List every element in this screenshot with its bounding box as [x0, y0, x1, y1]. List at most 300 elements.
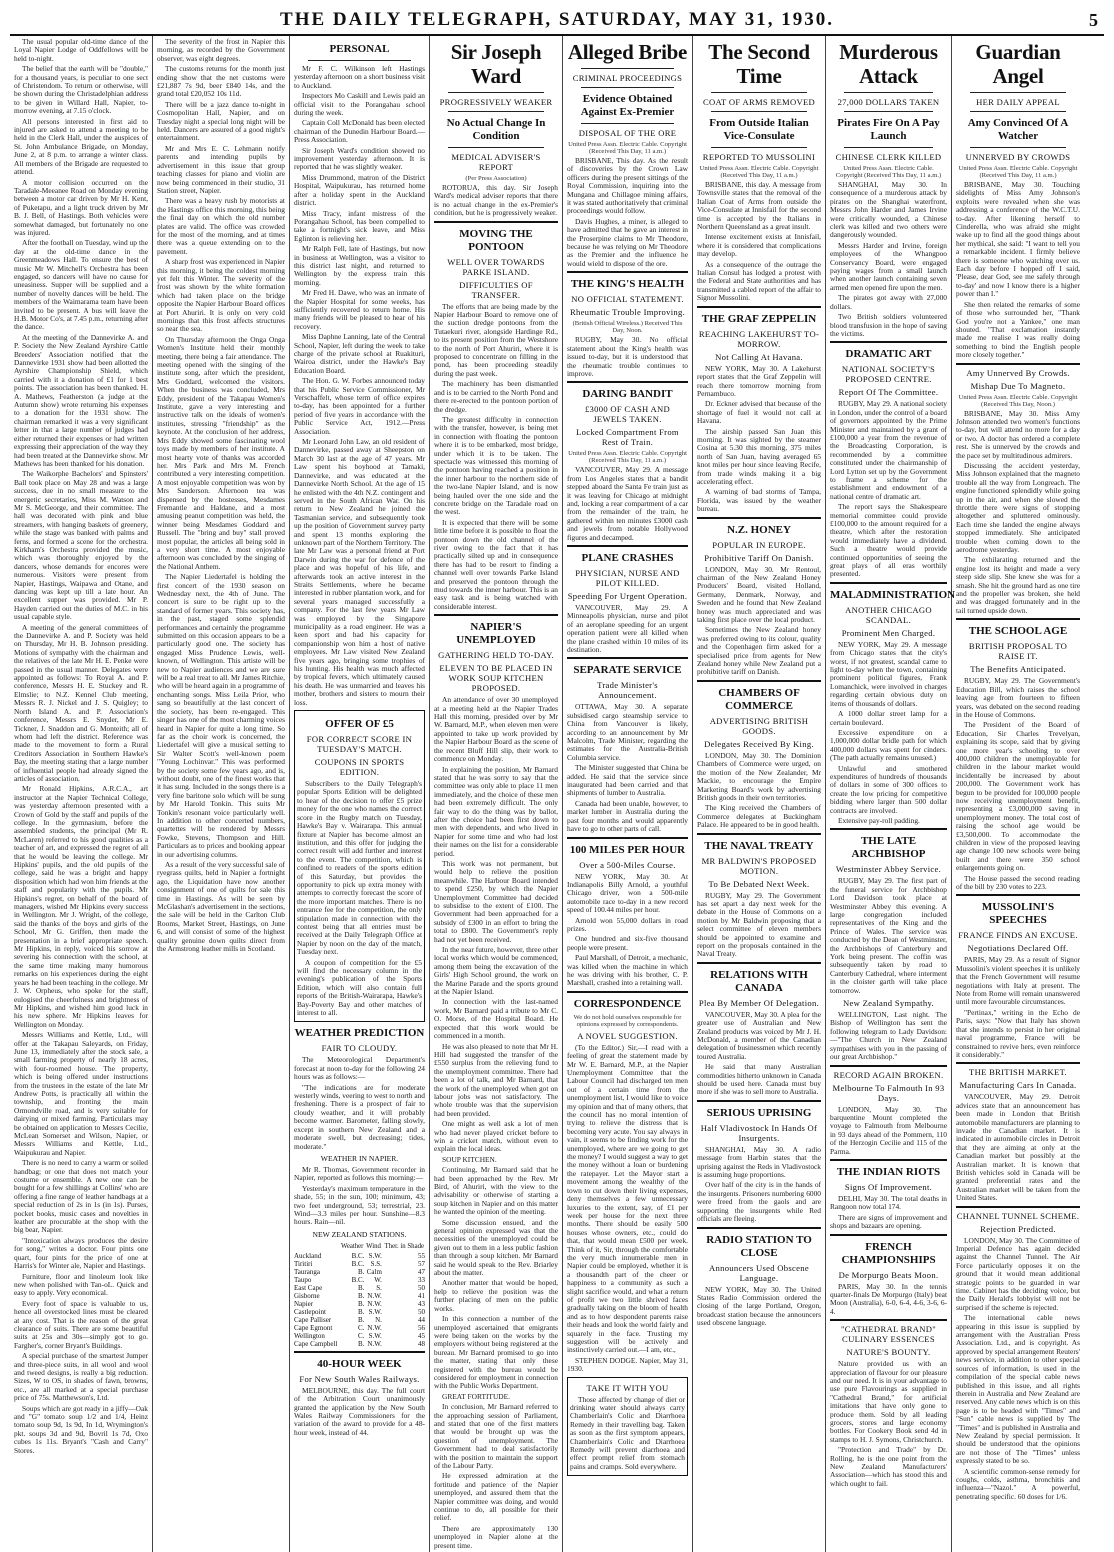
station-cell: B.C. — [351, 1275, 365, 1284]
paragraph: Mr F. C. Wilkinson left Hastings yesterday afternoon on a short business visit to Auckland. — [294, 64, 425, 90]
col8-credit: United Press Assn. Electric Cable. Copyright (Received This Day, 11 a.m.) — [958, 165, 1078, 179]
column-6 — [693, 36, 826, 1552]
paragraph: Paul Marshall, of Detroit, a mechanic, was killed when the machine in which he was driving with his brother, C. P. Marshall, crashed into a retaining wall. — [567, 953, 688, 988]
station-cell: W. — [374, 1275, 382, 1284]
paragraph: The customs returns for the month just ending show that the net customs were £21,887 7s 9d, beer £840 14s, and the grand total £20,052 10s 11d. — [157, 64, 285, 99]
station-row — [294, 1268, 425, 1276]
paragraph: Two British soldiers volunteered blood transfusion in the hope of saving the victims. — [830, 312, 947, 338]
station-row — [294, 1332, 425, 1340]
paragraph: NEW YORK, May 29. A message from Chicago states that the city's worst, if not greatest, scandal came to light to-day when the town, containing prominent political figures, Frank Lomanchick, were involved in charges regarding certain obvious duty on items of thousands of dollars. — [830, 639, 947, 708]
paragraph: An attendance of over 30 unemployed at a meeting held at the Napier Trades Hall this morning, presided over by Mr W. Barnard, M.P., when eleven men were appointed to take up work provided by the Napier Harbour Board as the scene of the recent Bluff Hill slip, their work to commence on Monday. — [434, 695, 558, 764]
station-cell: 56 — [418, 1323, 425, 1332]
station-cell: Tauranga — [294, 1267, 320, 1276]
paragraph: RUGBY, May 29. The first part of the funeral service for Archbishop Lord Davidson took place at Westminster Abbey this evening. A large congregation included representatives of the King and the Prince of Wales. The service was conducted by the Dean of Westminster, the Archbishops of Canterbury and York being present. The coffin was subsequently taken by road to Canterbury Cathedral, where interment in the cloister garth will take place tomorrow. — [830, 876, 947, 995]
station-cell: C. — [358, 1331, 365, 1340]
station-row — [294, 1316, 425, 1324]
paragraph: A motor collision occurred on the Taradale-Meeanee Road on Monday evening between a motor car driven by Mr H. Kent, of Puketapu, and a light truck driven by Mr B. J. Bell, of Hastings. Both vehicles were somewhat damaged, but fortunately no one was injured. — [14, 177, 148, 237]
station-cell: 57 — [418, 1259, 425, 1268]
paragraph: Mr Ralph Fell, late of Hastings, but now in business at Wellington, was a visitor to this district last night, and returned to Wellington by the express train this morning. — [294, 244, 425, 287]
paragraph: Subscribers to the Daily Telegraph's popular Sports Edition will be delighted to hear of the decision to offer £5 prize money for the one who names the correct score in the Rugby match on Tuesday, Hawke's Bay v. Wairarapa. This annual fixture at Napier has become almost an institution, and this offer for judging the correct result will add further and interest to the event. The competition, which is confined to readers of the sports edition of this Saturday, but provides the opportunity to pick up extra money with attempts to correctly forecast the score of the more important matches. There is no entrance fee for the competition, the only stipulation made in connection with the contest being that all entries must be received at the Daily Telegraph Office at Napier by noon on the day of the match, Tuesday next. — [297, 779, 422, 957]
zeppelin-header: THE GRAF ZEPPELIN — [701, 312, 817, 325]
col5-sub2: Evidence Obtained Against Ex-Premier — [580, 93, 675, 118]
honey-sub2: Prohibitive Tariff On Danish. — [704, 552, 814, 563]
bandit-text — [567, 466, 688, 542]
unemployed-text — [434, 696, 558, 1550]
school-text — [956, 677, 1080, 891]
market-header: THE BRITISH MARKET. — [969, 1067, 1067, 1078]
paragraph: As a result of the very successful sale of ryegrass quilts, held in Napier a fortnight ago, the Liquidation have now another consignment of one of quilts for sale this time in Hastings. As will be seen by McGlashan's advertisement in the sections, the sale will be held in the Carlton Club Rooms, Market Street, Hastings, on June 6, and will consist of some of the highest quality genuine down quilts direct from the Armstrong leather mills in Scotland. — [157, 860, 285, 954]
honey-header: N.Z. HONEY — [727, 523, 791, 536]
paragraph: The Meteorological Department's forecast at noon to-day for the following 24 hours was as follows:— — [294, 1055, 425, 1082]
muss-text — [956, 956, 1080, 1059]
paragraph: A 1000 dollar street lamp for a certain boulevard. — [830, 709, 947, 727]
station-cell: B. — [358, 1291, 365, 1300]
stations-heading: NEW ZEALAND STATIONS. — [312, 1229, 407, 1239]
amy-text — [956, 410, 1080, 616]
hours-text — [294, 1387, 425, 1437]
paragraph: LONDON, May 30. The Dominion Chambers of Commerce were urged, on the motion of the New Zealander, Mr Mackie, to encourage the Empire Marketing Board's work by advertising British goods in their own territories. — [697, 750, 821, 802]
paragraph: Discussing the accident yesterday, Miss Johnson explained that the magneto trouble all the way from Longreach. The engine functioned splendidly while going up in the air, and when she slowed the throttle there were signs of stopping altogether and spluttered ominously. Each time she landed the engine always stopped immediately. She anticipated trouble when coming down to the aerodrome yesterday. — [956, 460, 1080, 555]
separate-text — [567, 703, 688, 833]
station-cell: Tiritiri — [294, 1259, 313, 1268]
canada-text — [697, 1011, 821, 1097]
paragraph: The machinery has been dismantled and is to be carried to the North Pond and there re-erected to the pontoon portion of the dredge. — [434, 379, 558, 414]
paragraph: Soups which are got ready in a jiffy—Oak and "G" tomato soup 1/2 and 1/4, Heinz tomato soup 9d, 1s 9d, In 1d, Wrymington's pkt. soups 3d and 9d, Bovril 1s 7d, Oxo cubes 1s 11s. Bryant's "Cash and Carry" Stores. — [14, 1403, 148, 1455]
paragraph: There is no need to carry a warm or soiled handbag; or one that does not match your costume or ensemble. A new one can be bought for a few shillings at Collins' who are offering a fine range of leather handbags at a special reduction of 2s in 1s (in 1s). Purses, pocket books, music cases and novelties in leather are procurable at the shop with the big bear, Napier. — [14, 1158, 148, 1235]
paragraph: There will be a jazz dance to-night in Cosmopolitan Hall, Napier, and on Tuesday night a special long night will be held. Dancers are assured of a good night's entertainment. — [157, 99, 285, 143]
commerce-sub2: Delegates Received By King. — [704, 738, 814, 749]
column-3 — [290, 36, 430, 1552]
paragraph: He said that many Australian commodities hitherto unknown in Canada should be used here. Canada must buy more if she was to sell more to Australia. — [697, 1062, 821, 1097]
zeppelin-sub: REACHING LAKEHURST TO-MORROW. — [698, 328, 820, 349]
paragraph: The international cable news appearing in this issue is supplied by arrangement with the Australian Press Association. Ltd., and is copyright. As approved by special arrangement Reuters' news service, in addition to other special sources of information, is used in the compilation of the special cable news published in this issue, and all rights therein in Australia and New Zealand are reserved. Any cable news which is on this page is to be headed with "Times" and "Sun" cable news is supplied by The "Times" and is published in Australia and New Zealand by special permission. It should be understood that the opinions are not those of The "Times" unless expressly stated to be so. — [956, 1313, 1080, 1466]
hours-sub: For New South Wales Railways. — [299, 1373, 420, 1384]
paragraph: Intense excitement exists at Innisfail, where it is considered that complications may develop. — [697, 232, 821, 259]
naval-sub2: To Be Debated Next Week. — [708, 878, 810, 889]
paragraph: The Minister suggested that China be added. He said that the service since inaugurated had been carried and that shipments of lumber to Australia. — [567, 763, 688, 798]
muss-sub2: Negotiations Declared Off. — [967, 943, 1069, 954]
cat-sub: NATURE'S BOUNTY. — [846, 1347, 931, 1358]
paragraph: Davis Hughes, a miner, is alleged to have admitted that he gave an interest in the Proserpine claims to Mr Theodore, because he was relying on Mr Theodore as the Premier and the influence he would wield to dispose of the ore. — [567, 216, 688, 268]
paragraph: RUGBY, May 30. No official statement about the King's health was issued to-day, but it is understood that the rheumatic trouble continues to improve. — [567, 335, 688, 378]
col4-sub1: PROGRESSIVELY WEAKER — [439, 97, 553, 107]
station-row — [294, 1292, 425, 1300]
station-cell: B. — [358, 1299, 365, 1308]
nzsym-header: New Zealand Sympathy. — [843, 998, 934, 1009]
paragraph: SHANGHAI, May 30. In consequence of a murderous attack by pirates on the Shanghai waterfront, Messrs John Harder and James Irvine were critically wounded, a Chinese clerk was killed and two others were dangerously wounded. — [830, 180, 947, 240]
pontoon-sub2: DIFFICULTIES OF TRANSFER. — [459, 279, 533, 300]
col7-text — [830, 181, 947, 338]
chamberlain-ad — [567, 1377, 688, 1477]
corr-header: CORRESPONDENCE — [573, 997, 682, 1010]
paragraph: The usual popular old-time dance of the Loyal Napier Lodge of Oddfellows will be held to-night. — [14, 37, 148, 63]
arch-text — [830, 877, 947, 995]
corr-sub: A NOVEL SUGGESTION. — [577, 1030, 678, 1041]
offer-text — [297, 780, 422, 1017]
muss-header: MUSSOLINI'S SPEECHES — [981, 901, 1055, 927]
station-row — [294, 1308, 425, 1316]
paragraph: (To the Editor.) Sir,—I read with a feeling of great the statement made by Mr W. E. Barnard, M.P., at the Napier Unemployment Committee that the Labour Council had discharged ten men out of a certain time from the unemployment list, I would like to voice my opinion and that of many others, that the council has no moral intention of trying to relieve the distress that is becoming very acute. You say always in vain, it seems to be finding work for the unemployed, where are we going to get the money? I would suggest a way to get the money without a loan or burdening the ratepayer. Let the Mayor start a movement among the wealthy of the town to cut down their living expenses, deny themselves a few unnecessary luxuries to the extent, say, of £1 per week per house for the next three months. There should be easily 500 houses whose owners, etc., could do that, that would mean £500 per week. Think of it, Sir, through the comfortable the very much innumerable men in Napier could be employed, whether it is a thousandth part of the cheer or happiness to a community as such a slight sacrifice would, and what a return of profit we two little shrived faces gradually taking on the bloom of health and as to how despondent parents raise their heads and look the world fairly and squarely in the face. Trusting my suggestion will be actively and instinctively carried out.—I am, etc., — [567, 1042, 688, 1355]
paragraph: Miss Drummond, matron of the District Hospital, Waipukurau, has returned home after a holiday spent in the Auckland district. — [294, 172, 425, 208]
paragraph: In connection with the last-named work, Mr Barnard paid a tribute to Mr C. O. Morse, of the Hospital Board. He expected that this work would be commenced in a month. — [434, 997, 558, 1041]
paragraph: Unlawful and smothered expenditures of hundreds of thousands of dollars in some of 300 offices to create the low pricing for competitive bidding where larger than 500 dollar contracts are involved. — [830, 763, 947, 815]
paragraph: The pirates got away with 27,000 dollars. — [830, 293, 947, 311]
bandit-sub: £3000 OF CASH AND JEWELS TAKEN. — [584, 404, 671, 425]
mal-sub2: Prominent Men Charged. — [841, 627, 936, 638]
station-cell: Napier — [294, 1299, 314, 1308]
school-sub: BRITISH PROPOSAL TO RAISE IT. — [968, 641, 1068, 662]
paragraph: Another matter that would be hoped, help to relieve the position was the further placing of men on the public works. — [434, 1278, 558, 1313]
col8-sub2: Amy Convinced Of A Watcher — [967, 117, 1069, 142]
headline-murderous-attack: Murderous Attack — [839, 40, 938, 88]
paragraph: STEPHEN DODGE. Napier, May 31, 1930. — [567, 1355, 688, 1374]
offer-sub2: COUPONS IN SPORTS EDITION. — [314, 757, 405, 778]
mal-sub: ANOTHER CHICAGO SCANDAL. — [845, 604, 932, 625]
weather-text — [294, 1056, 425, 1150]
bandit-sub2: Locked Compartment From Rest of Train. — [576, 427, 679, 448]
paragraph: Mr Leonard John Law, an old resident of Dannevirke, passed away at Sheepston on March 30 last at the age of 47 years. Mr Law spent his boyhood at Tamaki, Dannevirke, and was educated at the Dannevirke North School. At the age of 15 he enlisted with the 4th N.Z. contingent and served in the South African War. On his return to New Zealand he joined the Tasmanian service, and subsequently took up the position of Government survey party and spent 13 months exploring the unknown part of the Northern Territory. The late Mr Law was a personal friend at Port Darwin during the war for defence of the place and was hopeful of his life, and afterwards took an active interest in the Straits Settlements, where he became interested in rubber plantation work, and for several years managed successfully a company. For the last few years Mr Law was employed by the Singapore municipality as a road engineer. He was a keen sport and had his capacity for companionship won him a host of native employees. Mr Law visited New Zealand five years ago, bringing some trophies of his hunting. His health was much affected by tropical fevers, which ultimately caused his death. He was unmarried and leaves his mother, brothers and sisters to mourn their loss. — [294, 437, 425, 707]
station-row — [294, 1276, 425, 1284]
column-8 — [952, 36, 1084, 1552]
paragraph: MELBOURNE, this day. The full court of the Arbitration Court unanimously granted the application by the New South Wales Railway Commissioners for the variation of the award to provide for a 48-hour week, instead of 44. — [294, 1385, 425, 1437]
paragraph: Mr Ronald Hipkins, A.R.C.A., art instructor at the Napier Technical College, was yesterday afternoon presented with a Crown of Gold by the staff and pupils of the college. In the gymnasium, before the assembled students, the principal (Mr R. McLaren) referred to his good qualities as a teacher of art, and expressed the regret of all that he would be leaving the college. Mr Hipkins' pupils, and the old pupils of the college, said he was a bright and happy disposition which had won him friends at the staff and popularity with the pupils. Mr Hipkins's regret, on behalf of the board of managers, wished Mr Hipkins every success in Wellington. Mr J. Wright, of the college, said the thanks of the boys and girls of the School, Mr G. Griffen, then made the presentation in a brief appropriate speech. Mr Hipkins, in reply, voiced his sorrow at severing his connection with the school, at the same time making many humorous remarks on his experiences during the eight years he had been teaching in the college. Mr J. W. Orpheus, who spoke for the staff, eulogised the cheerfulness and brightness of Mr Hipkins, and wished him good luck in his new sphere. Mr Hipkins leaves for Wellington on Monday. — [14, 784, 149, 1029]
radio-header: RADIO STATION TO CLOSE — [706, 1233, 812, 1259]
paragraph: Arnold won 55,000 dollars in road prizes. — [567, 915, 688, 933]
station-cell: 47 — [418, 1267, 425, 1276]
miles-text — [567, 873, 688, 988]
paragraph: NEW YORK, May 30. A Lakehurst report states that the Graf Zeppelin will reach there tomorrow morning from Pernambuco. — [697, 363, 821, 398]
honey-text — [697, 566, 821, 677]
hours-header: 40-HOUR WEEK — [317, 1357, 402, 1370]
column-7 — [826, 36, 956, 1552]
paragraph: DELHI, May 30. The total deaths in Rangoon now total 174. — [830, 1193, 947, 1212]
paragraph: BRISBANE, May 30. Touching sidelights of Miss Amy Johnson's exploits were revealed when she was addressing a conference of the W.C.T.U. to-day. After likening herself to Cinderella, who was afraid she might wake up to find all the good things about her mythical, she said: "I want to tell you a remarkable incident. I firmly believe there is someone who watching over us. Each day before I hopped off I said, 'Please, dear God, see me safely through to-day' and now I know there is a higher power than I." — [956, 180, 1080, 299]
paragraph: Excessive expenditure on a 1,000,000 dollar bridle path for which 400,000 dollars was spent for cinders. (The path actually remains unused.) — [830, 727, 947, 763]
stations-col-header: Ther. in Shade — [384, 1242, 424, 1250]
paragraph: He was also pleased to note that Mr H. Hill had suggested the transfer of the £550 surplus from the relieving fund to the unemployment committee. There had been a lot of talk, and Mr Barnard, that the work of the unemployed when got on labour jobs was not satisfactory. The whole trouble was that the supervision had been provided. — [434, 1041, 558, 1118]
paragraph: In explaining the position, Mr Barnard stated that he was sorry to say that the committee was only able to place 11 men immediately, and the choice of these men had been extremely difficult. The only fair way to do the thing was by ballot, after the choice had been first down to men with dependents, and who lived in Napier for some time and who had lost their names on the list for a considerable period. — [434, 764, 558, 858]
ad-text: Those affected by change of diet or drinking water should always carry Chamberlain's Colic and Diarrhoea Remedy in their travelling bag. Taken as soon as the first symptom appears, Chamberlain's Colic and Diarrhoea Remedy will prevent diarrhoea and effect prompt relief from stomach pains and cramps. Sold everywhere. — [570, 1394, 685, 1471]
station-cell: Cape Palliser — [294, 1315, 332, 1324]
station-cell: C. — [358, 1323, 365, 1332]
rising-sub: Half Vladivostock In Hands Of Insurgents. — [700, 1122, 818, 1143]
paragraph: Messrs Harder and Irvine, foreign employees of the Whangpoo Conservancy Board, were engaged paying wages from a small launch when another launch containing seven armed men opened fire upon the men. — [830, 240, 947, 292]
rising-header: SERIOUS UPRISING — [706, 1106, 812, 1119]
paragraph: "Pertinax," writing in the Echo de Paris, says: "Now that Italy has shown that she intends to persist in her original naval programme, France will be constrained to revive hers, even reinforce it considerably." — [956, 1007, 1080, 1059]
column-5 — [563, 36, 693, 1552]
record-sub: Melbourne To Falmouth In 93 Days. — [832, 1082, 945, 1103]
plane-header: PLANE CRASHES — [581, 551, 674, 564]
paragraph: As a consequence of the outrage the Italian Consul has lodged a protest with the Federal and State authorities and has transmitted a cabled report of the affair to Signor Mussolini. — [697, 259, 821, 303]
paragraph: VANCOUVER, May 29. A message from Los Angeles states that a bandit stepped aboard the Santa Fe train just as it was leaving for Chicago at midnight and, locking a rear compartment of a car from the remainder of the train, he gathered within ten minutes £3000 cash and jewels from notable Hollywood figures and decamped. — [567, 465, 688, 542]
paragraph: VANCOUVER, May 29. Detroit advices state that an announcement has been made in London that British automobile manufacturers are planning to invade the Canadian market. It is indicated in automobile circles in Detroit that they are aiming at only at the Canadian market but possibly at the Australian market. It is known that British vehicles sold in Canada will be granted preferential rates and the Australian market will be taken from the United States. — [956, 1092, 1080, 1203]
paragraph: The severity of the frost in Napier this morning, as recorded by the Government observer, was eight degrees. — [157, 37, 285, 63]
paragraph: Nature provided us with an appreciation of flavour for our pleasure and our need. It is in your advantage to use pure Flavourings as supplied in "Cathedral Brand," for artificial imitations that have only gone to produce them. Sold by all leading grocers, stores and large economy bottles. For Cookery Book send 4d in stamps to H. J. Symons, Christchurch. — [830, 1359, 947, 1444]
paragraph: The airship passed San Juan this morning. It was sighted by the steamer Cosina at 5.30 this morning, 375 miles north of San Juan, having averaged 65 knot miles per hour since leaving Recife, from trade winds making it a big accelerating effect. — [697, 426, 821, 486]
station-cell: 43 — [418, 1299, 425, 1308]
paragraph: It is expected that there will be some little time before it is possible to float the pontoon down the old channel of the river owing to the fact that it has practically silted up and in consequence there has had to be resort to finding a channel well over towards Parke Island and preserved the pontoon through the mud towards the inner harbour. This is an easy task and is being watched with considerable interest. — [434, 517, 558, 611]
paragraph: LONDON, May 30. The barquentine Mount completed the voyage to Falmouth from Melbourne in 93 days ahead of the Pommern, 110 of the Herzogin Cecilie and 115 of the Parma. — [830, 1104, 947, 1156]
page-number: 5 — [1089, 10, 1098, 30]
pontoon-text — [434, 303, 558, 612]
dramatic-sub2: Report Of The Committee. — [838, 387, 939, 398]
paragraph: In this connection a number of the unemployed ascertained that emigrants were being taken on the works by the employers without being registered at the bureau. Mr Barnard promised to go into the matter, stating that only these registered with the bureau would be considered for employment in connection with the Public Works Department. — [434, 1314, 558, 1391]
riots-text — [830, 1195, 947, 1231]
paragraph: Some discussion ensued, and the general opinion expressed was that the necessities of the unemployed could be given out to them in a less public fashion than through a soup kitchen. Mr Barnard said he would speak to the Rev. Briarley about the matter. — [434, 1217, 558, 1278]
mal-text — [830, 641, 947, 826]
paragraph: Mr and Mrs E. C. Lehmann notify parents and intending pupils by advertisement in this issue that group teaching classes for piano and violin are now being commenced in their studio, 31 Station street, Napier. — [157, 143, 285, 195]
french-text — [830, 1283, 947, 1317]
station-cell: Cape Campbell — [294, 1339, 338, 1348]
paragraph: RUGBY, May 29. The Government's Education Bill, which raises the school leaving age from fourteen to fifteen years, was debated on the second reading in the House of Commons. — [956, 676, 1080, 719]
station-cell: N.W. — [367, 1323, 382, 1332]
station-cell: B.C. — [351, 1251, 365, 1260]
nzsym-text — [830, 1011, 947, 1061]
king-sub: NO OFFICIAL STATEMENT. — [571, 294, 684, 305]
paragraph: The report says the Shakespeare memorial committee could provide £100,000 to the amount required for a theatre, which after the restoration would immediately have a dividend. Such a theatre would provide continued opportunities of seeing the great plays of all eras worthily presented. — [830, 502, 947, 579]
paragraph: There was a heavy rush by motorists at the Hastings office this morning, this being the final day on which the old number plates are valid. The office was crowded for the most of the morning, and at times there was a queue extending on to the pavement. — [157, 196, 285, 256]
headline-alleged-bribe: Alleged Bribe — [567, 40, 688, 64]
station-cell: Cape Egmont — [294, 1323, 333, 1332]
station-cell: B. — [358, 1307, 365, 1316]
col5-sub1: CRIMINAL PROCEEDINGS — [572, 73, 683, 83]
station-row — [294, 1340, 425, 1348]
paragraph: RUGBY, May 29. A national society in London, under the control of a board of governors appointed by the Prime Minister and maintained by a grant of £100,000 a year from the revenue of the Broadcasting Corporation, is recommended by a committee constituted under the chairmanship of Lord Lytton set up by the Government to frame a scheme for the establishment and endowment of a national centre of dramatic art. — [830, 399, 947, 501]
market-text — [956, 1093, 1080, 1202]
col4-sub2: No Actual Change In Condition — [446, 117, 546, 142]
paragraph: Furniture, floor and linoleum look like new when polished with Tan-oL. Quick and easy to apply. Very economical. — [14, 1271, 148, 1298]
paragraph: One hundred and six-five thousand people were present. — [567, 934, 688, 952]
paragraph: There are signs of improvement and shops and bazaars are opening. — [830, 1212, 947, 1231]
station-cell: B.C. — [351, 1259, 365, 1268]
radio-text — [697, 1286, 821, 1328]
station-cell: 55 — [418, 1251, 425, 1260]
station-cell: N.W. — [367, 1339, 382, 1348]
paragraph: BRISBANE, This day. As the result of discoveries by the Crown Law officers during the present sittings of the Royal Commission, inquiring into the Mungana and Chillagoe mining affairs, it was stated authoritatively that criminal proceedings would follow. — [567, 156, 688, 216]
amy-sub: Mishap Due To Magneto. — [970, 380, 1066, 391]
dramatic-sub: NATIONAL SOCIETY'S PROPOSED CENTRE. — [841, 364, 936, 385]
unemployed-sub2: ELEVEN TO BE PLACED IN WORK SOUP KITCHEN PROPOSED. — [439, 663, 553, 694]
separate-header: SEPARATE SERVICE — [573, 664, 682, 677]
school-sub2: The Benefits Anticipated. — [970, 664, 1066, 675]
miles-header: 100 MILES PER HOUR — [569, 843, 686, 856]
col7-sub1: 27,000 DOLLARS TAKEN — [837, 97, 940, 107]
naval-text — [697, 892, 821, 959]
paragraph: Mr R. Thomas, Government recorder in Napier, reported as follows this morning:— — [294, 1164, 425, 1183]
paragraph: "The indications are for moderate westerly winds, veering to west to north and freshening. There is a prospect of fair to cloudy weather, and it will probably become warmer. Barometer, falling slowly, except in southern New Zealand and a moderate swell, but decreasing; tides, moderate." — [294, 1082, 425, 1151]
station-cell: 45 — [418, 1331, 425, 1340]
col6-sub3: REPORTED TO MUSSOLINI — [702, 152, 816, 162]
paragraph: In the near future, however, three other local works which would be commenced, among them being the excavation of the Girls' High School ground, the work on the Marine Parade and the sports ground at the Napier Island. — [434, 945, 558, 997]
riots-header: THE INDIAN RIOTS — [836, 1165, 941, 1178]
col5-sub3: DISPOSAL OF THE ORE — [578, 128, 677, 138]
commerce-sub: ADVERTISING BRITISH GOODS. — [709, 715, 809, 736]
paragraph: The exhilarating returned and the engine lost its height and made a very steep side slip. She knew she was for a smash. She hit the ground hard as one tire and the propeller was broken, she held and was dragged fortunately and in the tail turned upside down. — [956, 555, 1080, 615]
station-cell: Auckland — [294, 1251, 322, 1260]
paragraph: Captain Coll McDonald has been elected chairman of the Dunedin Harbour Board.—Press Association. — [294, 118, 425, 145]
paragraph: Miss Tracy, infant mistress of the Porangahau School, has been compelled to take a fortnight's sick leave, and Miss Eglinton is relieving her. — [294, 208, 425, 243]
pontoon-sub: WELL OVER TOWARDS PARKE ISLAND. — [447, 256, 545, 277]
paragraph: Extensive pay-roll padding. — [838, 815, 920, 825]
paragraph: He expressed admiration at the fortitude and patience of the Napier unemployed, and assured them that the Napier committee was doing, and would continue to do, all possible for their relief. — [434, 1471, 558, 1523]
paragraph: VANCOUVER, May 29. A Minneapolis physician, nurse and pilot of an aeroplane speeding for an urgent operation patient were all killed when the plane crashed within 10 miles of its destination. — [567, 602, 688, 654]
col6-sub1: COAT OF ARMS REMOVED — [702, 97, 816, 107]
personal-text — [294, 65, 425, 707]
bandit-header: DARING BANDIT — [582, 388, 673, 401]
paragraph: Dr. Eckner advised that because of the shortage of fuel it would not call at Havana. — [697, 399, 821, 426]
station-cell: S.W. — [368, 1331, 382, 1340]
plane-sub: PHYSICIAN, NURSE AND PILOT KILLED. — [575, 567, 680, 588]
offer-header: OFFER OF £5 — [325, 718, 394, 731]
paragraph: A meeting of the general committees of the Dannevirke A. and P. Society was held on Thursday, Mr H. B. Johnson presiding. Motions of sympathy with the chairman and the relatives of the late Mr H. E. Penke were passed in the usual manner. Delegates were appointed as follows: To Royal A. and P. conference, Messrs H. E. Stuckey and R. Elmslie; to N.Z. Kennel Club meeting, Messrs R. J. Nickel and J. S. Quigley; to North Island A. and P. Association's conference, Messrs E. Snyder, Mr E. Tickner, J. Snaddon and G. Monteith; all of whom had left the district. Reference was made to the movement to form a Rural Creditors Association in Southern Hawke's Bay, the meeting stating that a large number of influential people had already signed the articles of association. — [14, 622, 148, 783]
paragraph: Continuing, Mr Barnard said that he had been approached by the Rev. Mr Bird, of Ahuriri, with the view to the advisability or otherwise of starting a soup kitchen in Napier and on this matter he wanted the opinion of the meeting. — [434, 1165, 558, 1217]
stations-col-header — [294, 1242, 339, 1252]
paragraph: BRISBANE, May 30. Miss Amy Johnson attended two women's functions to-day, but will attend no more for a day or two. A doctor has ordered a complete rest. She is unnerved by the crowds and the pace set by multitudinous admirers. — [956, 408, 1080, 460]
station-row — [294, 1260, 425, 1268]
paragraph: The President of the Board of Education, Sir Charles Trevelyan, explaining its scope, said that by giving one more year's schooling to over 400,000 children the unemployable for children in the labour market would incidentally be increased by about 200,000. The Government work has begun to be provided for 100,000 people now receiving unemployment benefit, representing a £3,000,000 saving in unemployment money. The total cost of raising the school age would be £3,500,000. To accommodate the children in view of the proposed leaving age change 100 new schools were being built and there were 350 school enlargements going on. — [956, 720, 1080, 873]
king-credit: (British Official Wireless.) Received This Day, Noon. — [572, 320, 683, 335]
station-cell: Gisborne — [294, 1291, 320, 1300]
weather-header: WEATHER PREDICTION — [294, 1027, 425, 1040]
station-cell: East Cape — [294, 1283, 323, 1292]
canada-sub: Plea By Member Of Delegation. — [698, 997, 820, 1008]
paragraph: NEW YORK, May 30. At Indianapolis Billy Arnold, a youthful Chicago driver, won a 500-mile automobile race to-day in a new record speed of 100.44 miles per hour. — [567, 871, 688, 915]
station-row — [294, 1300, 425, 1308]
paragraph: A special purchase of the smartest Jumper and three-piece suits, in all wool and wool and tweed designs, is really a big reduction. Sizes, W to OS, in shades of fawn, browns, etc., are all marked at a special purchase price of 75s. Matthewson's, Ltd. — [14, 1351, 148, 1403]
col8-text — [956, 181, 1080, 360]
rising-text — [697, 1146, 821, 1224]
col1-text — [14, 38, 148, 1455]
dramatic-text — [830, 400, 947, 579]
station-cell: B. — [358, 1267, 365, 1276]
col5-credit: United Press Assn. Electric Cable. Copyright (Received This Day, 11 a.m.) — [568, 141, 687, 155]
arch-header: THE LATE ARCHBISHOP — [851, 835, 926, 861]
stations-col-header: Weather — [340, 1242, 364, 1250]
paragraph: The King received the Chambers of Commerce delegates at Buckingham Palace. He appeared to be in good health. — [697, 803, 821, 830]
paragraph: At the meeting of the Dannevirke A. and P. Society the New Zealand Ayrshire Cattle Breeders' Association notified that the Dannevirke 1931 show had been allotted the Ayrshire Championship Shield, which carried with it a donation of £1 for 1 best points. The association has been thanked. H. A. Mathews, Featherston (a judge at the Autumn show) wrote returning his expenses to a donation for the 1931 show. The chairman remarked it was a very significant letter in that a large number of judges had either returned their expenses or had written expressing their appreciation of the way they had been treated at the Dannevirke show. Mr Mathews has been thanked for his donation. — [14, 332, 148, 468]
cat-text — [830, 1360, 947, 1488]
station-row — [294, 1284, 425, 1292]
station-cell: S.W. — [368, 1307, 382, 1316]
paragraph: The Waikorphe Bachelors' and Spinsters' Ball took place on May 28 and was a large success, due in no small measure to the energetic secretaries, Miss M. Watson and Mr S. McGeorge, and their committee. The hall was decorated with pink and blue streamers, with hanging baskets of greenery, while the stage was banked with palms and ferns, and formed a scene for the orchestra. Kirkham's Orchestra provided the music, which was thoroughly enjoyed by the dancers, whose demands for encores were numerous. Visitors were present from Napier, Hastings, Waipawa and Otane, and dancing was kept up till a late hour. An excellent supper was provided. Mr P. Hayden carried out the duties of M.C. in his usual capable style. — [14, 469, 148, 622]
paragraph: Yesterday's maximum temperature in the shade, 55; in the sun, 100; minimum, 43; two feet underground, 53; terrestrial, 23. Wind—3.3 miles per hour. Sunshine—8.3 hours. Rain—nil. — [294, 1183, 425, 1227]
paragraph: Messrs Williams and Kettle, Ltd., will offer at the Takapau Saleyards, on Friday, June 13, immediately after the stock sale, a small farming property of nearly 18 acres, with four-roomed house. The property, which is being offered under instructions from the trustees in the estate of the late Mr Andrew Potts, is practically all within the township, and fronting the main Ormondville road, and is very suitable for dairying or mixed farming. Particulars may be obtained on application to Messrs Cecilie, McLean Somerset and Wilson, Napier, or Messrs Williams and Kettle, Ltd., Waipukurau and Napier. — [14, 1030, 148, 1157]
col8-sub1: HER DAILY APPEAL — [976, 97, 1060, 107]
station-row — [294, 1252, 425, 1260]
station-cell: N. — [375, 1315, 382, 1324]
zeppelin-sub2: Not Calling At Havana. — [715, 351, 803, 362]
station-cell: 41 — [418, 1291, 425, 1300]
bandit-credit: United Press Assn. Electric Cable. Copyright (Received This Day, 11 a.m.) — [568, 450, 687, 465]
zeppelin-text — [697, 365, 821, 514]
paragraph: Every foot of space is valuable to us, hence all overstocked lines must be cleared at any cost. That is the reason of the great clearance of suits. There are some beautiful suits at 25s and 30s—simply got to go. Fargher's, corner Bryant's Buildings. — [14, 1298, 148, 1350]
station-cell: 44 — [418, 1315, 425, 1324]
tunnel-header: CHANNEL TUNNEL SCHEME. — [956, 1210, 1080, 1221]
station-cell: B. — [358, 1339, 365, 1348]
market-sub: Manufacturing Cars In Canada. — [959, 1080, 1077, 1091]
weather-sub: FAIR TO CLOUDY. — [321, 1043, 398, 1054]
amy-header: Amy Unnerved By Crowds. — [966, 367, 1070, 378]
station-cell: B. — [358, 1315, 365, 1324]
columns — [10, 36, 1104, 1550]
col6-credit: United Press Assn. Electric Cable. Copyright (Received This Day, 11 a.m.) — [699, 165, 819, 179]
paragraph: A warning of bad storms of Tampa, Florida, was issued by the weather bureau. — [697, 487, 821, 514]
napier-weather-heading: WEATHER IN NAPIER. — [320, 1153, 399, 1163]
record-text — [830, 1106, 947, 1156]
station-cell: B. — [358, 1283, 365, 1292]
paragraph: The greatest difficulty in connection with the transfer, however, is being met in connection with floating the pontoon where it is to be embarked, most bridge, under which it is to be taken. The spectacle was witnessed this morning of the pontoon having reached a position in the inner harbour to the northern side of the two-lane Napier Island, and is now being hauled over the one side and the concrete bridge on the Taradale road on the west. — [434, 414, 558, 517]
station-cell: 50 — [418, 1307, 425, 1316]
miles-sub: Over a 500-Miles Course. — [579, 859, 676, 870]
paragraph: SOUP KITCHEN. — [442, 1154, 497, 1164]
col8-sub3: UNNERVED BY CROWDS — [965, 152, 1071, 162]
paragraph: "Intoxication always produces the desire for song," writes a doctor. Four pints one quart, four pints for the price of one at Harris's for Winter ale, Napier and Hastings. — [14, 1235, 148, 1271]
col7-credit: United Press Assn. Electric Cable. Copyright (Received This Day, 11 a.m.) — [835, 165, 942, 179]
paragraph: One might as well ask a lot of men who had never played cricket before to win a cricket match, without even to explain the local ideas. — [434, 1119, 558, 1154]
col7-sub3: CHINESE CLERK KILLED — [835, 152, 942, 162]
dramatic-header: DRAMATIC ART — [845, 348, 932, 361]
cat-header: "CATHEDRAL BRAND" CULINARY ESSENCES — [840, 1324, 937, 1345]
col5-text — [567, 157, 688, 268]
paragraph: GREAT FORTITUDE. — [442, 1391, 510, 1401]
paragraph: This work was not permanent, but would help to relieve the position meanwhile. The Harbour Board intended to spend £250, by which the Napier Unemployment Committee had decided to subsidise to the extent of £100. The Government had been approached for a subsidy of £300 in an effort to bring the total to £800. The Government's reply had not yet been received. — [434, 858, 558, 944]
column-2 — [153, 36, 290, 1552]
headline-sir-joseph-ward: Sir Joseph Ward — [450, 40, 542, 88]
column-1 — [10, 36, 153, 1552]
paragraph: Canada had been unable, however, to market lumber in Australia during the past four months and would apparently have to go to other parts of call. — [567, 798, 688, 834]
personal-header: PERSONAL — [329, 43, 390, 55]
station-cell: S.S. — [370, 1259, 382, 1268]
paragraph: A coupon of competition for the £5 will find the necessary column in the evening's publication of the Sports Edition, which will also contain full reports of the British-Wairarapa, Hawke's Bay-Poverty Bay and other matches of interest to all. — [297, 957, 422, 1018]
mal-header: MALADMINISTRATION — [830, 588, 956, 601]
col4-text — [434, 184, 558, 218]
naval-sub: MR BALDWIN'S PROPOSED MOTION. — [701, 855, 817, 876]
paragraph: She then related the remarks of some of those who surrounded her, "Thank God you're not a Yankee," one man shouted. "That exclamation instantly made me realise I was really doing something to bind the English people more closely together." — [956, 299, 1080, 360]
paragraph: WELLINGTON, Last night. The Bishop of Wellington has sent the following telegram to Lady Davidson:—"The Church in New Zealand sympathises with you in the passing of our great Archbishop." — [830, 1010, 947, 1062]
stations-col-header: Wind — [366, 1242, 381, 1250]
separate-sub: Trade Minister's Announcement. — [597, 680, 658, 701]
stations-table — [294, 1242, 425, 1348]
paragraph: BRISBANE, this day. A message from Townsville states that the removal of the Italian Coat of Arms from outside the Vice-Consulate at Innisfail for the second time is accepted by the Italians in Northern Queensland as a great insult. — [697, 180, 821, 232]
paragraph: The Hon. G. W. Forbes announced today that his Public Service Commissioner, Mr Verschaffelt, whose term of office expires to-day, has been appointed for a further period of five years in accordance with the Public Service Act, 1912.—Press Association. — [294, 376, 425, 436]
station-cell: 33 — [418, 1275, 425, 1284]
column-4 — [430, 36, 563, 1552]
stations-header-row — [294, 1242, 425, 1252]
naval-header: THE NAVAL TREATY — [704, 839, 814, 852]
station-cell: 48 — [418, 1339, 425, 1348]
col7-sub2: Pirates Fire On A Pay Launch — [837, 117, 940, 142]
school-header: THE SCHOOL AGE — [968, 625, 1068, 638]
paragraph: RUGBY, May 29. The Government has set apart a day next week for the debate in the House of Commons on a motion by Mr Baldwin proposing that a select committee of eleven members should be appointed to examine and report on the proposals contained in the Naval Treaty. — [697, 890, 821, 959]
station-cell: S.W. — [368, 1251, 382, 1260]
paragraph: Over half of the city is in the hands of the insurgents. Prisoners numbering 6000 were freed from the gaols and are supporting the insurgents while Red officials are fleeing. — [697, 1180, 821, 1224]
paragraph: In conclusion, Mr Barnard referred to the approaching session of Parliament, and stated that one of the first matters that would be brought up was the question of unemployment. The Government had to deal satisfactorily with the position to maintain the support of the Labour Party. — [434, 1402, 558, 1470]
paragraph: PARIS, May 29. As a result of Signor Mussolini's violent speeches it is unlikely that the French Government will resume negotiations with Italy at present. The Note from Rome will remain unanswered until more favourable circumstances. — [956, 955, 1080, 1007]
corr-text — [567, 1044, 688, 1374]
paragraph: The belief that the earth will be "double," for a thousand years, is peculiar to one sect of Christendom. To return or otherwise, will be shown during the Christadelphian address to be given in Willard Hall, Napier, to-morrow evening, at 7.15 o'clock. — [14, 64, 148, 116]
paragraph: The House passed the second reading of the bill by 230 votes to 223. — [956, 873, 1080, 892]
station-cell: Calm — [366, 1267, 382, 1276]
canada-header: RELATIONS WITH CANADA — [710, 968, 808, 994]
corr-note: We do not hold ourselves responsible for opinions expressed by correspondents. — [573, 1013, 682, 1028]
station-cell: Castlepoint — [294, 1307, 326, 1316]
station-cell: 50 — [418, 1283, 425, 1292]
paragraph: The Napier Liedertafel is holding the first concert of the 1930 season on Wednesday next, the 4th of June. The concert is sure to be right up to the standard of former years. This society has, in the past, staged some splendid performances and certainly the programme submitted on this occasion appears to be a particularly good one. The society has engaged Miss Prudence Lewis, well-known, of Wellington. This artiste will be new to Napier audiences and we are sure will be a real treat to all. Mr James Ritchie, who will be heard again in a programme of enchanting songs. Miss Leila Prior, who sang so beautifully at the last concert of the society, has been re-engaged. This singer has one of the most charming voices heard in Napier for quite a long time. So far as the choir work is concerned, the Liedertafel will give a musical setting to Sir Walter Scott's well-known poem "Young Lochinvar." This was performed by the society some few years ago, and is, without doubt, one of the finest works that it has sung. Included in the songs there is a very fine baritone solo which will be sung by Mr Harold Tonkin. This suits Mr Tonkin's resonant voice particularly well. In addition to other concerted numbers, quartettes will be rendered by Messrs Fowke, Stevens, Thompson and Hill. Particulars as to prices and booking appear in our advertising columns. — [157, 572, 285, 859]
paragraph: VANCOUVER, May 30. A plea for the greater use of Australian and New Zealand products was voiced by Mr J. H. McDonald, a member of the Canadian delegation of businessmen which recently toured Australia. — [697, 1009, 821, 1061]
col4-credit: (Per Press Association) — [465, 175, 527, 182]
king-header: THE KING'S HEALTH — [570, 278, 685, 291]
paragraph: NEW YORK, May 30. The United States Radio Commission ordered the closing of the large Portland, Oregon, broadcast station because the announcers used obscene language. — [697, 1284, 821, 1328]
